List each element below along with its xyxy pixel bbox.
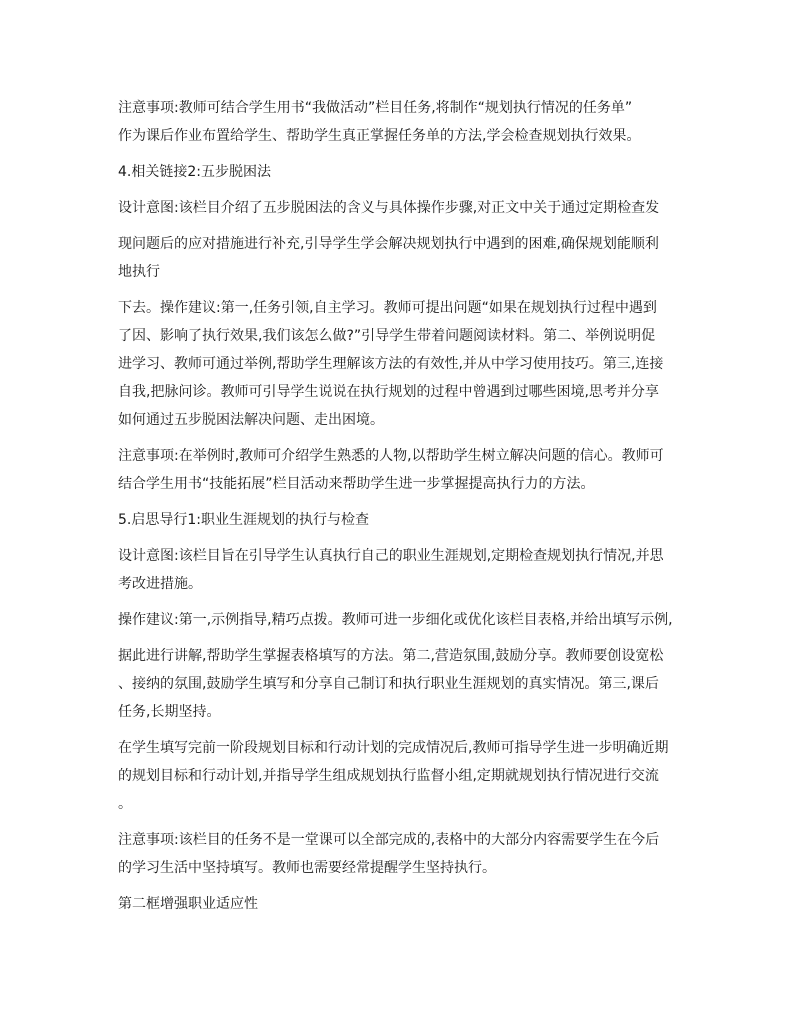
text-line: 进学习、教师可通过举例,帮助学生理解该方法的有效性,并从中学习使用技巧。第三,连接 [118, 356, 664, 372]
section-heading: 5.启思导行1:职业生涯规划的执行与检查 [118, 512, 369, 528]
text-line: 结合学生用书“技能拓展”栏目活动来帮助学生进一步掌握提高执行力的方法。 [118, 476, 595, 492]
text-line: 注意事项:该栏目的任务不是一堂课可以全部完成的,表格中的大部分内容需要学生在今后 [118, 832, 660, 848]
text-line: 、接纳的氛围,鼓励学生填写和分享自己制订和执行职业生涯规划的真实情况。第三,课后 [118, 676, 659, 692]
text-line: 自我,把脉问诊。教师可引导学生说说在执行规划的过程中曾遇到过哪些困境,思考并分享 [118, 384, 659, 400]
text-line: 设计意图:该栏目介绍了五步脱困法的含义与具体操作步骤,对正文中关于通过定期检查发 [118, 200, 660, 216]
text-line: 如何通过五步脱困法解决问题、走出困境。 [118, 412, 384, 428]
text-line: 下去。操作建议:第一,任务引领,自主学习。教师可提出问题“如果在规划执行过程中遇到 [118, 300, 657, 316]
text-line: 。 [118, 796, 132, 812]
text-line: 了因、影响了执行效果,我们该怎么做?”引导学生带着问题阅读材料。第二、举例说明促 [118, 328, 656, 344]
text-line: 在学生填写完前一阶段规划目标和行动计划的完成情况后,教师可指导学生进一步明确近期 [118, 740, 669, 756]
text-line: 注意事项:在举例时,教师可介绍学生熟悉的人物,以帮助学生树立解决问题的信心。教师可 [118, 448, 664, 464]
text-line: 的学习生活中坚持填写。教师也需要经常提醒学生坚持执行。 [118, 860, 496, 876]
text-line: 考改进措施。 [118, 576, 202, 592]
text-line: 现问题后的应对措施进行补充,引导学生学会解决规划执行中遇到的困难,确保规划能顺利 [118, 236, 659, 252]
text-line: 作为课后作业布置给学生、帮助学生真正掌握任务单的方法,学会检查规划执行效果。 [118, 128, 641, 144]
text-line: 注意事项:教师可结合学生用书“我做活动”栏目任务,将制作“规划执行情况的任务单” [118, 100, 633, 116]
section-heading: 4.相关链接2:五步脱困法 [118, 164, 271, 180]
text-line: 的规划目标和行动计划,并指导学生组成规划执行监督小组,定期就规划执行情况进行交流 [118, 768, 659, 784]
text-line: 据此进行讲解,帮助学生掌握表格填写的方法。第二,营造氛围,鼓励分享。教师要创设宽松 [118, 648, 664, 664]
text-line: 任务,长期坚持。 [118, 704, 221, 720]
section-heading: 第二框增强职业适应性 [118, 896, 258, 912]
text-line: 设计意图:该栏目旨在引导学生认真执行自己的职业生涯规划,定期检查规划执行情况,并思 [118, 548, 664, 564]
text-line: 地执行 [118, 264, 160, 280]
text-line: 操作建议:第一,示例指导,精巧点拨。教师可进一步细化或优化该栏目表格,并给出填写示例, [118, 612, 673, 628]
